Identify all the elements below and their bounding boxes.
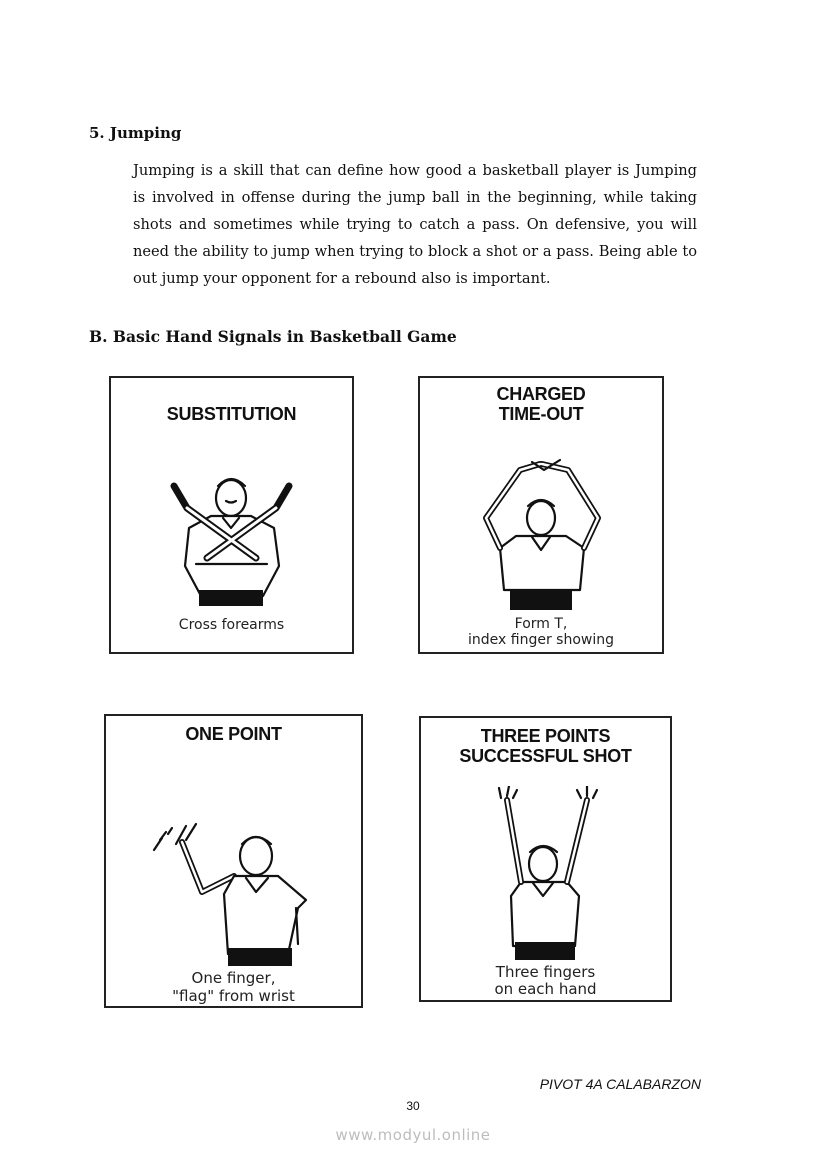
signal-title: ONE POINT bbox=[185, 724, 282, 744]
page-number: 30 bbox=[406, 1099, 420, 1113]
section-heading-hand-signals: B. Basic Hand Signals in Basketball Game bbox=[89, 327, 457, 346]
signal-title-line2: SUCCESSFUL SHOT bbox=[459, 746, 632, 766]
signal-title-line1: THREE POINTS bbox=[480, 726, 611, 746]
signal-title: SUBSTITUTION bbox=[166, 404, 297, 424]
signal-caption-line2: "flag" from wrist bbox=[172, 987, 295, 1005]
signal-caption-line1: One finger, bbox=[191, 969, 276, 987]
jumping-paragraph: Jumping is a skill that can define how good a basketball player is Jumping is involved in offense during the jump ball in the beginning, while taking shots and sometimes while trying to catch a pass. On defensive, you will need the ability to jump when trying to block a shot or a pass. Being able to out jump your opponent for a rebound also is important. bbox=[133, 162, 697, 287]
signal-caption-line2: on each hand bbox=[494, 980, 597, 998]
referee-one-point-illustration bbox=[106, 804, 361, 974]
referee-crossed-arms-illustration bbox=[111, 446, 352, 606]
shorts bbox=[510, 590, 572, 610]
referee-time-out-illustration bbox=[420, 440, 662, 610]
signal-caption-line1: Form T, bbox=[514, 616, 568, 632]
signal-card-one-point bbox=[104, 714, 363, 1008]
signal-title-line2: TIME-OUT bbox=[498, 404, 584, 424]
signal-card-substitution bbox=[109, 376, 354, 654]
signal-caption-line1: Three fingers bbox=[495, 963, 596, 981]
section-heading-jumping: 5. Jumping bbox=[89, 124, 182, 142]
shorts bbox=[515, 942, 575, 960]
shorts bbox=[228, 948, 292, 966]
signal-card-charged-time-out bbox=[418, 376, 664, 654]
signal-caption: Cross forearms bbox=[178, 617, 285, 633]
shorts bbox=[199, 590, 263, 606]
footer-module-label: PIVOT 4A CALABARZON bbox=[539, 1076, 701, 1092]
signal-title-line1: CHARGED bbox=[496, 384, 586, 404]
signal-card-three-points bbox=[419, 716, 672, 1002]
signal-caption-line2: index finger showing bbox=[468, 632, 614, 648]
watermark: www.modyul.online bbox=[335, 1126, 491, 1144]
referee-three-points-illustration bbox=[421, 786, 670, 966]
